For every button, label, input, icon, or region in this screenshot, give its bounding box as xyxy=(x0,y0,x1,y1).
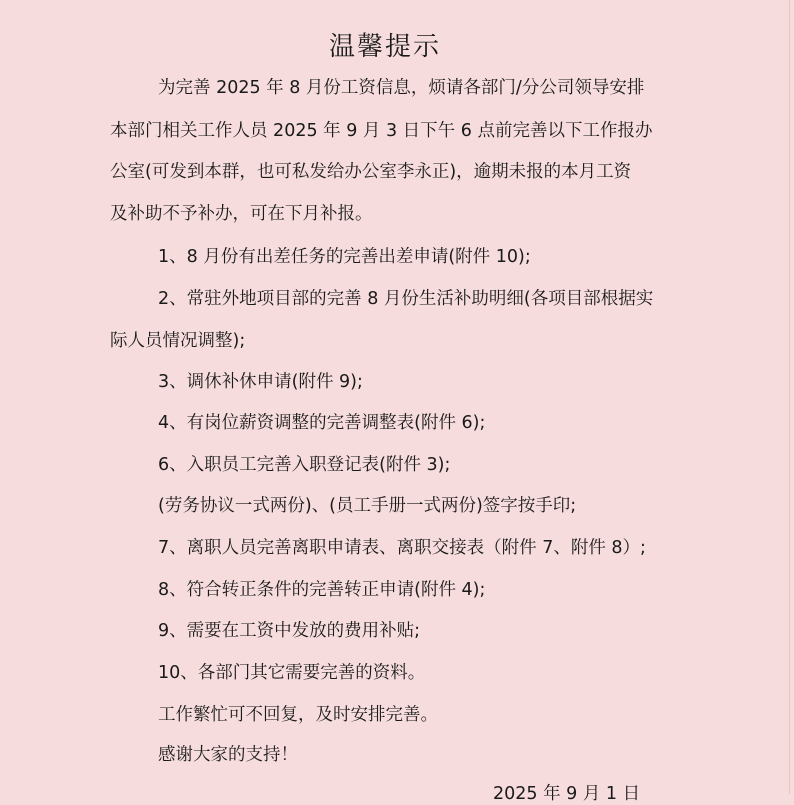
intro-line: 及补助不予补办，可在下月补报。 xyxy=(110,204,373,224)
list-item: 1、8 月份有出差任务的完善出差申请(附件 10); xyxy=(158,247,531,267)
list-item: 3、调休补休申请(附件 9); xyxy=(158,372,363,392)
list-item: 4、有岗位薪资调整的完善调整表(附件 6); xyxy=(158,413,486,433)
list-item: 9、需要在工资中发放的费用补贴; xyxy=(158,621,421,641)
list-item: 际人员情况调整); xyxy=(110,331,246,351)
list-item: 8、符合转正条件的完善转正申请(附件 4); xyxy=(158,580,486,600)
intro-line: 公室(可发到本群，也可私发给办公室李永正)，逾期未报的本月工资 xyxy=(110,162,632,182)
page-edge xyxy=(789,0,790,794)
document-title: 温馨提示 xyxy=(328,32,441,62)
intro-line: 本部门相关工作人员 2025 年 9 月 3 日下午 6 点前完善以下工作报办 xyxy=(110,121,653,141)
intro-line: 为完善 2025 年 8 月份工资信息，烦请各部门/分公司领导安排 xyxy=(158,78,645,98)
closing-line: 工作繁忙可不回复，及时安排完善。 xyxy=(158,705,438,725)
list-item: 6、入职员工完善入职登记表(附件 3); xyxy=(158,455,451,475)
list-item: 2、常驻外地项目部的完善 8 月份生活补助明细(各项目部根据实 xyxy=(158,289,654,309)
document-date: 2025 年 9 月 1 日 xyxy=(493,784,641,804)
closing-line: 感谢大家的支持！ xyxy=(158,745,298,765)
list-item: 10、各部门其它需要完善的资料。 xyxy=(158,663,426,683)
list-item: (劳务协议一式两份)、(员工手册一式两份)签字按手印; xyxy=(158,496,577,516)
list-item: 7、离职人员完善离职申请表、离职交接表（附件 7、附件 8）; xyxy=(158,538,646,558)
